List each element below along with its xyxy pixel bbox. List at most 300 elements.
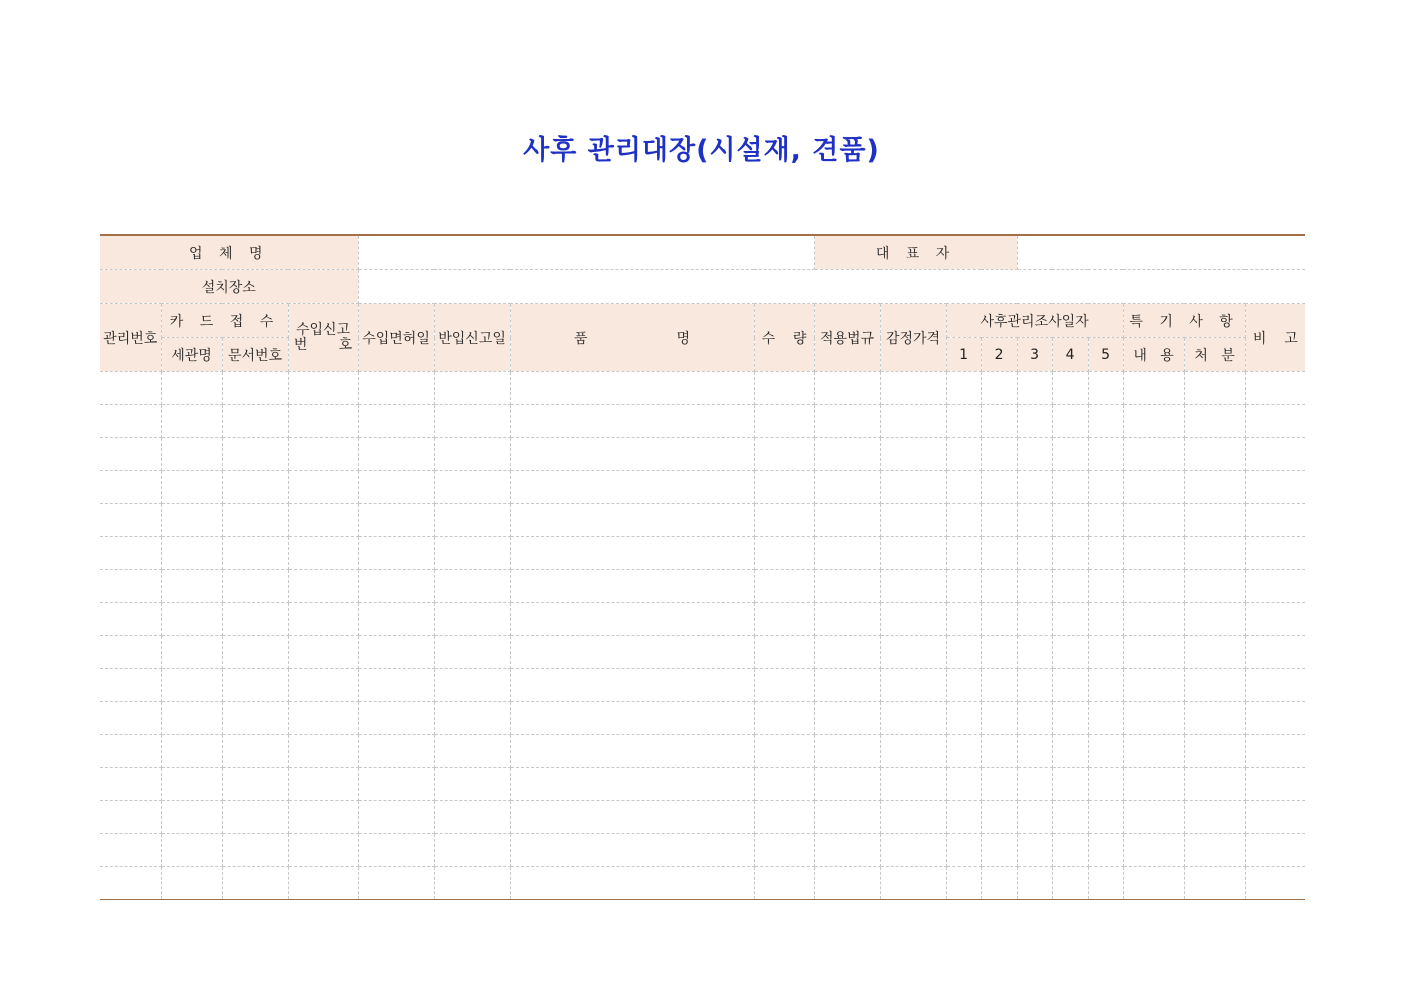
table-cell[interactable] xyxy=(1017,636,1052,669)
table-cell[interactable] xyxy=(510,471,754,504)
table-cell[interactable] xyxy=(1245,702,1305,735)
table-cell[interactable] xyxy=(510,372,754,405)
table-cell[interactable] xyxy=(510,801,754,834)
table-cell[interactable] xyxy=(981,537,1017,570)
table-cell[interactable] xyxy=(946,702,981,735)
table-cell[interactable] xyxy=(434,438,510,471)
table-cell[interactable] xyxy=(358,669,434,702)
table-cell[interactable] xyxy=(981,405,1017,438)
table-cell[interactable] xyxy=(510,537,754,570)
table-cell[interactable] xyxy=(100,867,161,900)
table-cell[interactable] xyxy=(814,570,880,603)
table-cell[interactable] xyxy=(100,669,161,702)
table-row xyxy=(100,801,1305,834)
table-cell[interactable] xyxy=(981,372,1017,405)
table-cell[interactable] xyxy=(358,504,434,537)
table-cell[interactable] xyxy=(288,768,358,801)
table-cell[interactable] xyxy=(981,669,1017,702)
table-cell[interactable] xyxy=(288,438,358,471)
table-cell[interactable] xyxy=(1184,438,1245,471)
table-cell[interactable] xyxy=(880,768,946,801)
table-cell[interactable] xyxy=(1017,603,1052,636)
table-cell[interactable] xyxy=(814,834,880,867)
item-name-header: 품 명 xyxy=(510,304,754,372)
table-cell[interactable] xyxy=(222,405,288,438)
table-cell[interactable] xyxy=(814,537,880,570)
table-cell[interactable] xyxy=(1017,405,1052,438)
table-cell[interactable] xyxy=(1245,834,1305,867)
table-cell[interactable] xyxy=(1184,735,1245,768)
table-cell[interactable] xyxy=(946,834,981,867)
table-cell[interactable] xyxy=(358,801,434,834)
table-cell[interactable] xyxy=(510,834,754,867)
table-cell[interactable] xyxy=(288,867,358,900)
table-cell[interactable] xyxy=(754,570,814,603)
table-cell[interactable] xyxy=(1052,735,1088,768)
table-cell[interactable] xyxy=(1088,636,1123,669)
table-cell[interactable] xyxy=(981,570,1017,603)
table-cell[interactable] xyxy=(814,603,880,636)
table-cell[interactable] xyxy=(880,603,946,636)
table-cell[interactable] xyxy=(434,471,510,504)
table-cell[interactable] xyxy=(434,735,510,768)
table-cell[interactable] xyxy=(754,438,814,471)
table-cell[interactable] xyxy=(754,768,814,801)
table-cell[interactable] xyxy=(288,471,358,504)
table-cell[interactable] xyxy=(100,438,161,471)
table-cell[interactable] xyxy=(1017,735,1052,768)
table-cell[interactable] xyxy=(100,471,161,504)
table-cell[interactable] xyxy=(222,504,288,537)
table-cell[interactable] xyxy=(880,801,946,834)
table-cell[interactable] xyxy=(434,669,510,702)
table-cell[interactable] xyxy=(880,735,946,768)
table-cell[interactable] xyxy=(946,801,981,834)
table-cell[interactable] xyxy=(434,801,510,834)
table-cell[interactable] xyxy=(1123,669,1184,702)
table-cell[interactable] xyxy=(754,735,814,768)
table-cell[interactable] xyxy=(222,372,288,405)
table-cell[interactable] xyxy=(814,405,880,438)
table-cell[interactable] xyxy=(880,636,946,669)
table-cell[interactable] xyxy=(981,801,1017,834)
install-location-field[interactable] xyxy=(358,270,1305,304)
table-cell[interactable] xyxy=(358,570,434,603)
table-cell[interactable] xyxy=(1184,504,1245,537)
table-cell[interactable] xyxy=(1245,801,1305,834)
table-cell[interactable] xyxy=(1052,405,1088,438)
table-cell[interactable] xyxy=(1123,471,1184,504)
table-cell[interactable] xyxy=(222,834,288,867)
table-cell[interactable] xyxy=(100,735,161,768)
table-cell[interactable] xyxy=(946,537,981,570)
table-cell[interactable] xyxy=(1245,603,1305,636)
table-cell[interactable] xyxy=(358,867,434,900)
table-cell[interactable] xyxy=(100,801,161,834)
table-cell[interactable] xyxy=(100,603,161,636)
table-cell[interactable] xyxy=(222,768,288,801)
table-cell[interactable] xyxy=(510,669,754,702)
table-cell[interactable] xyxy=(1052,702,1088,735)
table-cell[interactable] xyxy=(510,603,754,636)
table-cell[interactable] xyxy=(434,570,510,603)
table-cell[interactable] xyxy=(288,834,358,867)
table-cell[interactable] xyxy=(814,504,880,537)
table-cell[interactable] xyxy=(1184,636,1245,669)
table-cell[interactable] xyxy=(161,801,222,834)
table-cell[interactable] xyxy=(981,867,1017,900)
table-cell[interactable] xyxy=(358,636,434,669)
table-cell[interactable] xyxy=(161,438,222,471)
table-cell[interactable] xyxy=(161,834,222,867)
table-cell[interactable] xyxy=(161,735,222,768)
table-cell[interactable] xyxy=(161,405,222,438)
table-cell[interactable] xyxy=(1088,405,1123,438)
table-cell[interactable] xyxy=(288,405,358,438)
table-cell[interactable] xyxy=(1245,438,1305,471)
company-name-field[interactable] xyxy=(358,235,814,270)
table-cell[interactable] xyxy=(510,735,754,768)
table-row xyxy=(100,372,1305,405)
table-cell[interactable] xyxy=(288,702,358,735)
table-cell[interactable] xyxy=(1123,867,1184,900)
table-cell[interactable] xyxy=(1052,768,1088,801)
table-cell[interactable] xyxy=(981,735,1017,768)
table-cell[interactable] xyxy=(981,438,1017,471)
table-cell[interactable] xyxy=(1088,438,1123,471)
table-cell[interactable] xyxy=(510,702,754,735)
table-cell[interactable] xyxy=(161,768,222,801)
table-cell[interactable] xyxy=(358,834,434,867)
table-cell[interactable] xyxy=(222,537,288,570)
table-cell[interactable] xyxy=(510,636,754,669)
table-cell[interactable] xyxy=(222,702,288,735)
table-cell[interactable] xyxy=(1088,867,1123,900)
table-cell[interactable] xyxy=(1052,669,1088,702)
table-cell[interactable] xyxy=(1184,372,1245,405)
table-cell[interactable] xyxy=(946,636,981,669)
table-cell[interactable] xyxy=(1088,603,1123,636)
table-cell[interactable] xyxy=(1052,372,1088,405)
table-cell[interactable] xyxy=(754,471,814,504)
table-cell[interactable] xyxy=(1245,504,1305,537)
table-cell[interactable] xyxy=(754,372,814,405)
table-cell[interactable] xyxy=(1052,438,1088,471)
table-cell[interactable] xyxy=(288,537,358,570)
table-cell[interactable] xyxy=(754,537,814,570)
table-cell[interactable] xyxy=(434,537,510,570)
table-cell[interactable] xyxy=(1184,570,1245,603)
table-cell[interactable] xyxy=(434,504,510,537)
table-cell[interactable] xyxy=(222,867,288,900)
table-cell[interactable] xyxy=(434,702,510,735)
page-title: 사후 관리대장(시설재, 견품) xyxy=(523,135,880,166)
table-cell[interactable] xyxy=(1184,867,1245,900)
table-cell[interactable] xyxy=(288,636,358,669)
table-cell[interactable] xyxy=(434,405,510,438)
table-cell[interactable] xyxy=(222,471,288,504)
table-cell[interactable] xyxy=(1184,834,1245,867)
table-cell[interactable] xyxy=(1123,768,1184,801)
table-cell[interactable] xyxy=(880,471,946,504)
table-cell[interactable] xyxy=(358,372,434,405)
table-cell[interactable] xyxy=(1017,768,1052,801)
table-cell[interactable] xyxy=(100,405,161,438)
table-cell[interactable] xyxy=(1088,504,1123,537)
table-cell[interactable] xyxy=(1184,669,1245,702)
table-cell[interactable] xyxy=(161,372,222,405)
table-cell[interactable] xyxy=(981,636,1017,669)
table-row xyxy=(100,537,1305,570)
table-cell[interactable] xyxy=(946,768,981,801)
table-cell[interactable] xyxy=(814,801,880,834)
table-cell[interactable] xyxy=(358,735,434,768)
table-cell[interactable] xyxy=(1017,801,1052,834)
table-cell[interactable] xyxy=(161,603,222,636)
table-cell[interactable] xyxy=(1052,537,1088,570)
table-cell[interactable] xyxy=(754,669,814,702)
table-cell[interactable] xyxy=(510,405,754,438)
table-cell[interactable] xyxy=(161,570,222,603)
table-cell[interactable] xyxy=(814,471,880,504)
table-cell[interactable] xyxy=(222,669,288,702)
table-cell[interactable] xyxy=(946,438,981,471)
table-cell[interactable] xyxy=(288,801,358,834)
table-cell[interactable] xyxy=(100,570,161,603)
table-cell[interactable] xyxy=(1017,537,1052,570)
table-cell[interactable] xyxy=(1245,372,1305,405)
table-cell[interactable] xyxy=(1017,504,1052,537)
table-cell[interactable] xyxy=(1123,834,1184,867)
table-cell[interactable] xyxy=(222,801,288,834)
table-cell[interactable] xyxy=(1245,669,1305,702)
table-cell[interactable] xyxy=(754,504,814,537)
table-cell[interactable] xyxy=(814,735,880,768)
table-cell[interactable] xyxy=(1184,603,1245,636)
table-cell[interactable] xyxy=(222,603,288,636)
table-cell[interactable] xyxy=(1088,768,1123,801)
table-cell[interactable] xyxy=(1184,471,1245,504)
table-cell[interactable] xyxy=(100,768,161,801)
table-cell[interactable] xyxy=(434,768,510,801)
table-cell[interactable] xyxy=(222,438,288,471)
table-cell[interactable] xyxy=(222,570,288,603)
table-cell[interactable] xyxy=(358,768,434,801)
representative-field[interactable] xyxy=(1017,235,1305,270)
table-cell[interactable] xyxy=(1123,504,1184,537)
table-cell[interactable] xyxy=(1123,636,1184,669)
table-cell[interactable] xyxy=(880,834,946,867)
table-cell[interactable] xyxy=(288,735,358,768)
table-cell[interactable] xyxy=(510,867,754,900)
table-cell[interactable] xyxy=(754,405,814,438)
table-cell[interactable] xyxy=(814,636,880,669)
table-cell[interactable] xyxy=(1123,702,1184,735)
table-cell[interactable] xyxy=(946,867,981,900)
table-cell[interactable] xyxy=(1052,636,1088,669)
table-cell[interactable] xyxy=(754,603,814,636)
table-cell[interactable] xyxy=(1088,669,1123,702)
table-cell[interactable] xyxy=(946,372,981,405)
table-cell[interactable] xyxy=(814,768,880,801)
table-cell[interactable] xyxy=(161,669,222,702)
table-cell[interactable] xyxy=(1052,570,1088,603)
table-cell[interactable] xyxy=(981,702,1017,735)
table-cell[interactable] xyxy=(1184,405,1245,438)
table-cell[interactable] xyxy=(946,669,981,702)
table-cell[interactable] xyxy=(1245,471,1305,504)
table-cell[interactable] xyxy=(1052,603,1088,636)
table-cell[interactable] xyxy=(814,438,880,471)
table-cell[interactable] xyxy=(1052,867,1088,900)
table-cell[interactable] xyxy=(100,504,161,537)
table-cell[interactable] xyxy=(161,537,222,570)
import-decl-no-header-top: 수입신고 xyxy=(295,321,351,338)
table-cell[interactable] xyxy=(1123,603,1184,636)
table-cell[interactable] xyxy=(510,504,754,537)
table-cell[interactable] xyxy=(161,702,222,735)
table-cell[interactable] xyxy=(1017,570,1052,603)
table-cell[interactable] xyxy=(1123,735,1184,768)
table-cell[interactable] xyxy=(1245,867,1305,900)
table-cell[interactable] xyxy=(358,438,434,471)
table-cell[interactable] xyxy=(1245,570,1305,603)
table-cell[interactable] xyxy=(1123,372,1184,405)
table-cell[interactable] xyxy=(1245,636,1305,669)
table-cell[interactable] xyxy=(161,636,222,669)
table-cell[interactable] xyxy=(754,867,814,900)
table-cell[interactable] xyxy=(222,636,288,669)
table-cell[interactable] xyxy=(814,702,880,735)
table-cell[interactable] xyxy=(1088,537,1123,570)
table-cell[interactable] xyxy=(880,504,946,537)
table-cell[interactable] xyxy=(814,669,880,702)
table-cell[interactable] xyxy=(288,603,358,636)
table-cell[interactable] xyxy=(981,834,1017,867)
table-cell[interactable] xyxy=(981,471,1017,504)
table-cell[interactable] xyxy=(1245,768,1305,801)
table-cell[interactable] xyxy=(946,471,981,504)
table-cell[interactable] xyxy=(222,735,288,768)
table-cell[interactable] xyxy=(1123,537,1184,570)
table-cell[interactable] xyxy=(1184,702,1245,735)
table-cell[interactable] xyxy=(1017,867,1052,900)
table-cell[interactable] xyxy=(100,372,161,405)
table-cell[interactable] xyxy=(434,603,510,636)
table-cell[interactable] xyxy=(880,702,946,735)
table-cell[interactable] xyxy=(1017,471,1052,504)
table-cell[interactable] xyxy=(814,867,880,900)
table-cell[interactable] xyxy=(880,867,946,900)
table-cell[interactable] xyxy=(1088,702,1123,735)
table-cell[interactable] xyxy=(754,636,814,669)
table-cell[interactable] xyxy=(1088,570,1123,603)
table-cell[interactable] xyxy=(946,405,981,438)
table-cell[interactable] xyxy=(100,702,161,735)
table-cell[interactable] xyxy=(434,636,510,669)
table-cell[interactable] xyxy=(1245,537,1305,570)
table-cell[interactable] xyxy=(434,834,510,867)
table-cell[interactable] xyxy=(288,504,358,537)
table-cell[interactable] xyxy=(358,405,434,438)
table-cell[interactable] xyxy=(288,570,358,603)
table-cell[interactable] xyxy=(880,669,946,702)
table-cell[interactable] xyxy=(510,438,754,471)
table-cell[interactable] xyxy=(288,372,358,405)
table-cell[interactable] xyxy=(880,537,946,570)
table-cell[interactable] xyxy=(1245,735,1305,768)
table-cell[interactable] xyxy=(1017,834,1052,867)
table-cell[interactable] xyxy=(510,570,754,603)
table-cell[interactable] xyxy=(161,471,222,504)
table-cell[interactable] xyxy=(1184,801,1245,834)
table-row xyxy=(100,669,1305,702)
table-cell[interactable] xyxy=(1088,834,1123,867)
table-cell[interactable] xyxy=(1123,438,1184,471)
table-cell[interactable] xyxy=(1052,834,1088,867)
table-cell[interactable] xyxy=(946,570,981,603)
table-cell[interactable] xyxy=(288,669,358,702)
table-cell[interactable] xyxy=(754,801,814,834)
table-cell[interactable] xyxy=(1088,471,1123,504)
table-cell[interactable] xyxy=(814,372,880,405)
table-cell[interactable] xyxy=(161,504,222,537)
table-cell[interactable] xyxy=(100,636,161,669)
table-cell[interactable] xyxy=(161,867,222,900)
table-cell[interactable] xyxy=(1052,471,1088,504)
table-cell[interactable] xyxy=(434,867,510,900)
table-cell[interactable] xyxy=(1017,702,1052,735)
table-cell[interactable] xyxy=(946,504,981,537)
table-cell[interactable] xyxy=(981,768,1017,801)
table-cell[interactable] xyxy=(510,768,754,801)
table-cell[interactable] xyxy=(1052,504,1088,537)
table-cell[interactable] xyxy=(1088,372,1123,405)
table-cell[interactable] xyxy=(100,537,161,570)
table-cell[interactable] xyxy=(1123,405,1184,438)
table-cell[interactable] xyxy=(880,438,946,471)
table-cell[interactable] xyxy=(880,570,946,603)
table-cell[interactable] xyxy=(981,603,1017,636)
import-license-date-header: 수입면허일 xyxy=(358,304,434,372)
table-cell[interactable] xyxy=(1123,570,1184,603)
table-cell[interactable] xyxy=(946,735,981,768)
table-cell[interactable] xyxy=(1017,669,1052,702)
table-cell[interactable] xyxy=(100,834,161,867)
table-cell[interactable] xyxy=(754,834,814,867)
table-cell[interactable] xyxy=(1184,537,1245,570)
table-cell[interactable] xyxy=(1017,438,1052,471)
table-cell[interactable] xyxy=(358,603,434,636)
table-cell[interactable] xyxy=(981,504,1017,537)
table-cell[interactable] xyxy=(754,702,814,735)
table-row xyxy=(100,504,1305,537)
table-cell[interactable] xyxy=(1088,735,1123,768)
table-cell[interactable] xyxy=(434,372,510,405)
table-cell[interactable] xyxy=(946,603,981,636)
table-cell[interactable] xyxy=(1184,768,1245,801)
table-cell[interactable] xyxy=(358,471,434,504)
table-cell[interactable] xyxy=(1017,372,1052,405)
table-cell[interactable] xyxy=(1245,405,1305,438)
table-cell[interactable] xyxy=(880,405,946,438)
table-cell[interactable] xyxy=(880,372,946,405)
table-cell[interactable] xyxy=(358,702,434,735)
table-cell[interactable] xyxy=(1052,801,1088,834)
table-cell[interactable] xyxy=(1123,801,1184,834)
table-cell[interactable] xyxy=(1088,801,1123,834)
table-cell[interactable] xyxy=(358,537,434,570)
